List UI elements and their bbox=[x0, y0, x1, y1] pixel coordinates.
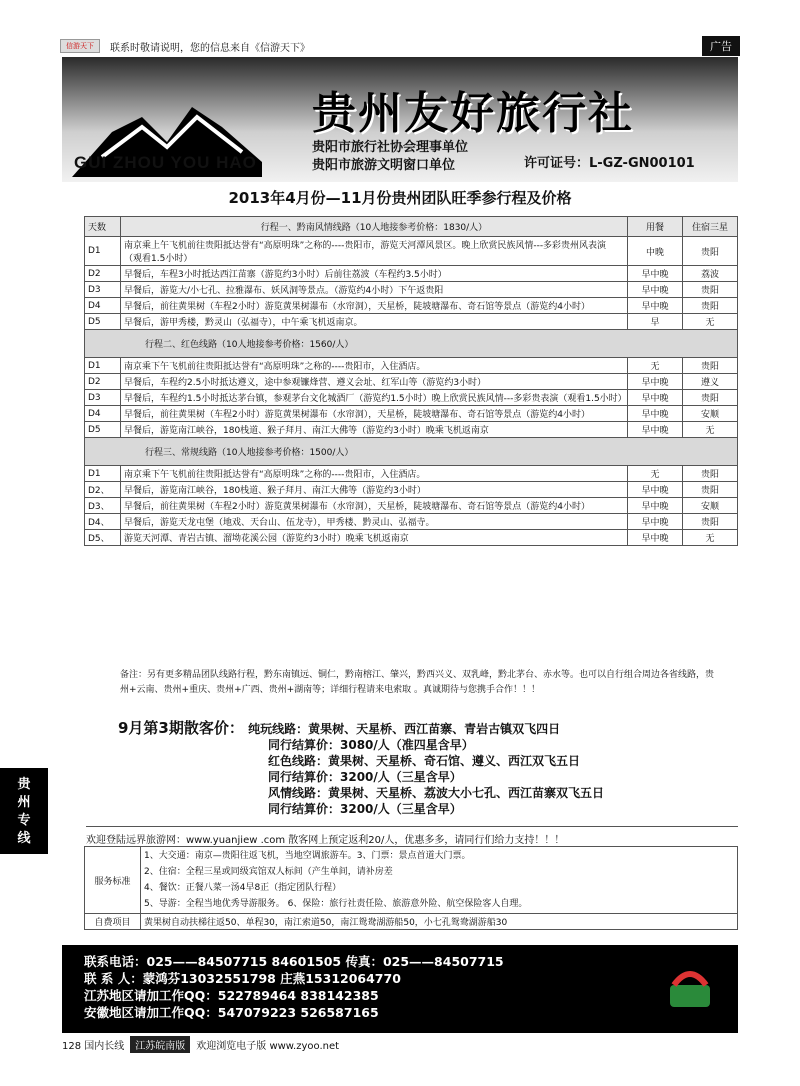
route-header: 行程二、红色线路（10人地接参考价格：1560/人） bbox=[85, 330, 738, 358]
website-promo: 欢迎登陆远界旅游网：www.yuanjiew .com 散客网上预定返利20/人，优惠多多，请同行们给力支持！！！ bbox=[86, 826, 738, 846]
table-cell: D3 bbox=[85, 282, 121, 298]
table-cell: 早中晚 bbox=[628, 374, 683, 390]
table-cell: 早中晚 bbox=[628, 298, 683, 314]
table-cell: 早中晚 bbox=[628, 282, 683, 298]
table-cell: 贵阳 bbox=[683, 514, 738, 530]
table-cell: D4、 bbox=[85, 514, 121, 530]
table-cell: 无 bbox=[628, 358, 683, 374]
table-cell: 早餐后，游览大/小七孔、拉雅瀑布、妖风洞等景点。（游览约4小时）下午返贵阳 bbox=[121, 282, 628, 298]
table-header-row bbox=[85, 217, 738, 237]
unit-title-1: 贵阳市旅行社协会理事单位 bbox=[312, 140, 469, 155]
table-cell: 早中晚 bbox=[628, 530, 683, 546]
table-cell: 游览天河潭、青岩古镇、溜坳花溪公园（游览约3小时）晚乘飞机返南京 bbox=[121, 530, 628, 546]
table-cell: 贵阳 bbox=[683, 298, 738, 314]
sept-line1: 纯玩线路：黄果树、天星桥、西江苗寨、青岩古镇双飞四日 bbox=[248, 722, 561, 736]
route-header: 行程三、常规线路（10人地接参考价格：1500/人） bbox=[85, 438, 738, 466]
itinerary-table bbox=[84, 216, 738, 546]
table-cell: 用餐 bbox=[628, 217, 683, 237]
table-cell: 行程一、黔南风情线路（10人地接参考价格：1830/人） bbox=[121, 217, 628, 237]
table-row bbox=[85, 237, 738, 266]
table-cell: 早餐后，游览南江峡谷，180栈道、猴子拜月、南江大佛等（游览约3小时）晚乘飞机返南京 bbox=[121, 422, 628, 438]
table-cell: 早餐后，游甲秀楼，黔灵山（弘福寺），中午乘飞机返南京。 bbox=[121, 314, 628, 330]
service-table bbox=[84, 846, 738, 930]
notice-text: 联系时敬请说明，您的信息来自《信游天下》 bbox=[110, 42, 310, 54]
table-cell: 中晚 bbox=[628, 237, 683, 266]
table-row bbox=[85, 358, 738, 374]
table-cell: 南京乘下午飞机前往贵阳抵达誉有“高原明珠”之称的----贵阳市，入住酒店。 bbox=[121, 466, 628, 482]
table-cell: 早餐后，前往黄果树（车程2小时）游览黄果树瀑布（水帘洞），天星桥，陡坡塘瀑布、奇石馆等景点（游览约4小时） bbox=[121, 298, 628, 314]
site-link[interactable]: 欢迎浏览电子版 www.zyoo.net bbox=[196, 1041, 340, 1052]
table-cell: 贵阳 bbox=[683, 358, 738, 374]
qq-anhui: 安徽地区请加工作QQ：547079223 526587165 bbox=[84, 1005, 379, 1020]
page-title: 2013年4月份—11月份贵州团队旺季参行程及价格 bbox=[228, 189, 572, 207]
table-row bbox=[85, 282, 738, 298]
service-items bbox=[141, 847, 738, 914]
sept-line3: 风情线路：黄果树、天星桥、荔波大小七孔、西江苗寨双飞五日 bbox=[268, 786, 605, 800]
table-cell: 早餐后，车程3小时抵达西江苗寨（游览约3小时）后前往荔波（车程约3.5小时） bbox=[121, 266, 628, 282]
table-cell: 住宿三星 bbox=[683, 217, 738, 237]
table-cell: 贵阳 bbox=[683, 237, 738, 266]
table-cell: 早餐后，车程约1.5小时抵达茅台镇，参观茅台文化城酒厂（游览约1.5小时）晚上欣赏民族风情---多彩贵表演（观看1.5小时） bbox=[121, 390, 628, 406]
table-cell: 遵义 bbox=[683, 374, 738, 390]
page-number: 128 国内长线 bbox=[62, 1041, 125, 1052]
table-cell: 贵阳 bbox=[683, 390, 738, 406]
service-item: 2、住宿：全程三星或同级宾馆双人标间（产生单间，请补房差 bbox=[144, 867, 393, 877]
table-cell: 南京乘下午飞机前往贵阳抵达誉有“高原明珠”之称的----贵阳市，入住酒店。 bbox=[121, 358, 628, 374]
table-cell: 无 bbox=[628, 466, 683, 482]
route-header-row bbox=[85, 330, 738, 358]
table-cell: 无 bbox=[683, 314, 738, 330]
table-cell: 贵阳 bbox=[683, 466, 738, 482]
table-row bbox=[85, 266, 738, 282]
table-cell: D4 bbox=[85, 298, 121, 314]
side-tab bbox=[0, 768, 48, 854]
telephone-icon bbox=[660, 955, 720, 1015]
table-cell: D3、 bbox=[85, 498, 121, 514]
unit-titles bbox=[312, 139, 468, 175]
table-cell: 贵阳 bbox=[683, 282, 738, 298]
table-row bbox=[85, 298, 738, 314]
table-cell: D2 bbox=[85, 374, 121, 390]
table-cell: 早餐后，车程约2.5小时抵达遵义，途中参观镰烽营、遵义会址、红军山等（游览约3小时） bbox=[121, 374, 628, 390]
table-cell: 早中晚 bbox=[628, 390, 683, 406]
sept-price3: 同行结算价：3200/人（三星含早） bbox=[268, 802, 462, 816]
agency-name: 贵州友好旅行社 bbox=[312, 88, 634, 139]
table-row bbox=[85, 514, 738, 530]
table-row bbox=[85, 422, 738, 438]
table-cell: 安顺 bbox=[683, 498, 738, 514]
table-cell: 早餐后，前往黄果树（车程2小时）游览黄果树瀑布（水帘洞），天星桥，陡坡塘瀑布、奇石馆等景点（游览约4小时） bbox=[121, 406, 628, 422]
agency-banner bbox=[62, 57, 738, 182]
magazine-logo: 信游天下 bbox=[60, 39, 100, 53]
service-item: 4、餐饮：正餐八菜一汤4早8正（指定团队行程） bbox=[144, 883, 342, 893]
table-cell: 早中晚 bbox=[628, 406, 683, 422]
september-price-block bbox=[118, 720, 718, 817]
table-row bbox=[85, 374, 738, 390]
table-cell: D4 bbox=[85, 406, 121, 422]
table-cell: 天数 bbox=[85, 217, 121, 237]
page-footer bbox=[62, 1036, 339, 1053]
table-cell: 安顺 bbox=[683, 406, 738, 422]
service-label: 服务标准 bbox=[85, 847, 141, 914]
sept-price2: 同行结算价：3200/人（三星含早） bbox=[268, 770, 462, 784]
table-row bbox=[85, 498, 738, 514]
table-cell: 荔波 bbox=[683, 266, 738, 282]
table-cell: 无 bbox=[683, 422, 738, 438]
table-cell: D2 bbox=[85, 266, 121, 282]
table-cell: 早中晚 bbox=[628, 498, 683, 514]
table-cell: D5、 bbox=[85, 530, 121, 546]
table-row bbox=[85, 482, 738, 498]
table-cell: D2、 bbox=[85, 482, 121, 498]
edition-tag: 江苏皖南版 bbox=[130, 1036, 190, 1053]
table-cell: 早中晚 bbox=[628, 514, 683, 530]
ad-label: 广告 bbox=[702, 36, 740, 56]
table-cell: D1 bbox=[85, 237, 121, 266]
sept-line2: 红色线路：黄果树、天星桥、奇石馆、遵义、西江双飞五日 bbox=[268, 754, 581, 768]
side-tab-label: 贵州专线 bbox=[17, 777, 31, 846]
table-row bbox=[85, 530, 738, 546]
remark-note: 备注：另有更多精品团队线路行程，黔东南镇远、铜仁，黔南榕江、肇兴，黔西兴义、双乳峰，黔北茅台、赤水等。也可以自行组合周边各省线路，贵州+云南、贵州+重庆、贵州+广西、贵州+湖南等；详细行程请来电索取 。真诚期待与您携手合作！！！ bbox=[120, 670, 715, 695]
self-pay-label: 自费项目 bbox=[85, 914, 141, 930]
table-cell: 早中晚 bbox=[628, 482, 683, 498]
table-cell: 早中晚 bbox=[628, 422, 683, 438]
table-cell: 无 bbox=[683, 530, 738, 546]
table-row bbox=[85, 466, 738, 482]
self-pay-items: 黄果树自动扶梯往返50、单程30，南江索道50，南江鸳鸯湖游船50，小七孔鸳鸯湖游船30 bbox=[141, 914, 738, 930]
service-item: 1、大交通：南京—贵阳往返飞机，当地空调旅游车。3、门票：景点首道大门票。 bbox=[144, 851, 471, 861]
contact-line: 联 系 人：蒙鸿芬13032551798 庄燕15312064770 bbox=[84, 971, 401, 986]
table-row bbox=[85, 390, 738, 406]
table-cell: 早中晚 bbox=[628, 266, 683, 282]
english-name: GUI ZHOU YOU HAO bbox=[74, 153, 257, 172]
table-cell: D3 bbox=[85, 390, 121, 406]
top-notice-bar bbox=[60, 36, 740, 56]
service-item: 5、导游：全程当地优秀导游服务。 6、保险：旅行社责任险、旅游意外险、航空保险客人自理。 bbox=[144, 899, 528, 909]
table-cell: D1 bbox=[85, 466, 121, 482]
unit-title-2: 贵阳市旅游文明窗口单位 bbox=[312, 158, 456, 173]
table-cell: 早餐后，前往黄果树（车程2小时）游览黄果树瀑布（水帘洞），天星桥，陡坡塘瀑布、奇石馆等景点（游览约4小时） bbox=[121, 498, 628, 514]
table-cell: 早 bbox=[628, 314, 683, 330]
table-row bbox=[85, 314, 738, 330]
table-cell: 早餐后，游览天龙屯堡（地戏、天台山、伍龙寺），甲秀楼、黔灵山、弘福寺。 bbox=[121, 514, 628, 530]
table-cell: D5 bbox=[85, 314, 121, 330]
license-number: 许可证号：L-GZ-GN00101 bbox=[524, 156, 695, 171]
table-cell: 南京乘上午飞机前往贵阳抵达誉有“高原明珠”之称的----贵阳市，游览天河潭风景区。晚上欣赏民族风情---多彩贵州风表演（观看1.5小时） bbox=[121, 237, 628, 266]
table-cell: D5 bbox=[85, 422, 121, 438]
table-cell: 早餐后，游览南江峡谷，180栈道、猴子拜月、南江大佛等（游览约3小时） bbox=[121, 482, 628, 498]
contact-footer bbox=[62, 945, 738, 1033]
table-cell: 贵阳 bbox=[683, 482, 738, 498]
sept-heading: 9月第3期散客价： bbox=[118, 719, 244, 737]
route-header-row bbox=[85, 438, 738, 466]
sept-price1: 同行结算价：3080/人（准四星含早） bbox=[268, 738, 474, 752]
table-row bbox=[85, 406, 738, 422]
qq-jiangsu: 江苏地区请加工作QQ：522789464 838142385 bbox=[84, 988, 379, 1003]
table-cell: D1 bbox=[85, 358, 121, 374]
phone-line: 联系电话：025——84507715 84601505 传真：025——84507715 bbox=[84, 954, 504, 969]
